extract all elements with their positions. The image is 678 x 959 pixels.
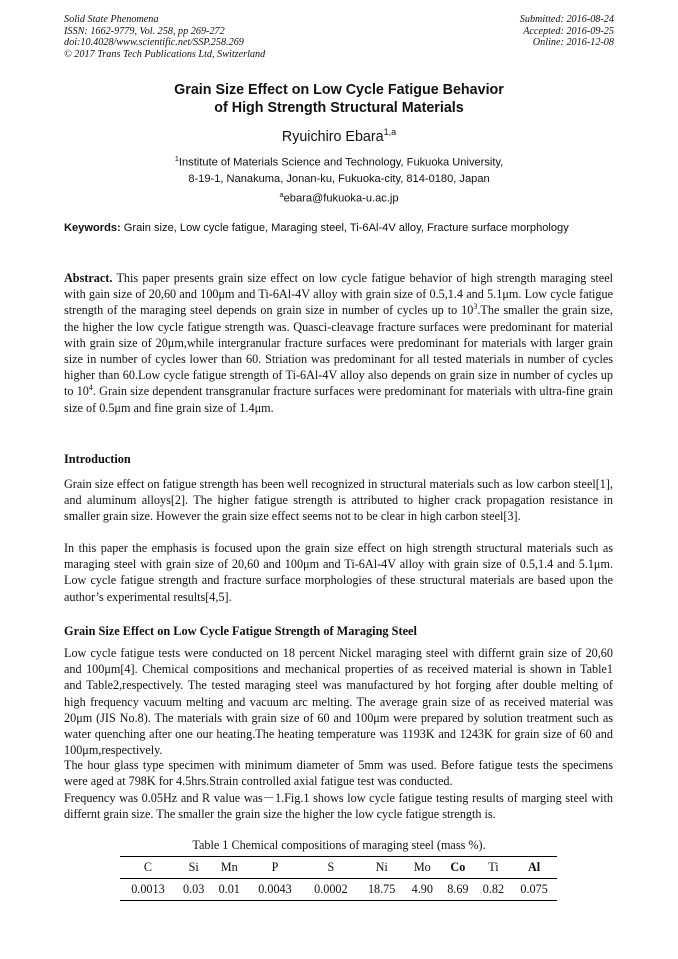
abstract-text-3: . Grain size dependent transgranular fracture surfaces were predominant for materials with ultra-fine grain size of 0.5μm and fine grain size of 1.4μm. [64, 384, 613, 415]
table-cell: 0.0043 [258, 882, 292, 896]
online-date: Online: 2016-12-08 [532, 37, 614, 49]
table-header-cell: Ti [488, 860, 499, 874]
table-header-cell: P [271, 860, 279, 874]
journal-copyright: © 2017 Trans Tech Publications Ltd, Switzerland [64, 48, 266, 60]
abstract-sup-1: 3 [473, 302, 478, 312]
table-cell: 18.75 [367, 882, 396, 896]
submission-dates [520, 14, 614, 49]
title-line-1: Grain Size Effect on Low Cycle Fatigue Behavior [174, 82, 504, 98]
journal-info [64, 14, 265, 60]
author-name: Ryuichiro Ebara [281, 128, 384, 145]
table-cell: 8.69 [447, 882, 469, 896]
table-cell: 0.075 [520, 882, 548, 896]
journal-doi: doi:10.4028/www.scientific.net/SSP.258.269 [64, 37, 244, 49]
table-cell: 0.03 [183, 882, 205, 896]
table-cell: 0.0002 [314, 882, 348, 896]
table-cell: 0.01 [218, 882, 240, 896]
abstract-label: Abstract. [64, 271, 113, 285]
abstract-text-1: This paper presents grain size effect on low cycle fatigue behavior of high strength maraging steel with gain size of 20,60 and 100μm and Ti-6Al-4V alloy with grain size of 0.5,1.4 and 5.1μm. Low cycle fatigue strength of the maraging steel depends on grain size in number of cycles up to 10 [64, 271, 613, 318]
table-header-cell: C [143, 860, 153, 874]
journal-name: Solid State Phenomena [64, 14, 159, 25]
paper-title [0, 81, 678, 117]
table-cell: 0.0013 [131, 882, 165, 896]
table-header-cell: Al [528, 860, 541, 874]
author-email: ebara@fukuoka-u.ac.jp [283, 192, 399, 205]
affiliation-line-2: 8-19-1, Nanakuma, Jonan-ku, Fukuoka-city, 814-0180, Japan [188, 172, 490, 185]
affiliation [0, 151, 678, 207]
email-superscript: a [279, 190, 284, 200]
affiliation-superscript: 1 [174, 154, 179, 163]
table-header-cell: Ni [375, 860, 388, 874]
table-cell: 4.90 [411, 882, 433, 896]
maraging-paragraph-2: The hour glass type specimen with minimum diameter of 5mm was used. Before fatigue tests the specimens were aged at 798K for 4.5hrs.Strain controlled axial fatigue test was conducted. [64, 758, 613, 789]
table-header-cell: S [327, 860, 335, 874]
table-1-caption: Table 1 Chemical compositions of maraging steel (mass %). [192, 838, 486, 852]
journal-issn: ISSN: 1662-9779, Vol. 258, pp 269-272 [64, 25, 225, 37]
table-header-cell: Si [188, 860, 199, 874]
author-superscript: 1,a [383, 127, 397, 137]
abstract [64, 270, 613, 416]
section-heading-maraging: Grain Size Effect on Low Cycle Fatigue Strength of Maraging Steel [64, 624, 417, 638]
table-header-row [120, 857, 557, 879]
author [0, 127, 678, 145]
abstract-text-2: .The smaller the grain size, the higher the low cycle fatigue strength was. Quasci-cleavage fracture surfaces were predominant for material with grain size of 20μm,while intergranular fracture surfaces were predominant for materials with larger grain size in number of cycles lower than 60. Striation was predominant for all tested materials in number of cycles higher than 60.Low cycle fatigue strength of Ti-6Al-4V alloy also depends on grain size in number of cycles up to 10 [64, 303, 613, 399]
keywords [64, 221, 613, 236]
table-header-cell: Mo [413, 860, 431, 874]
abstract-sup-2: 4 [88, 383, 93, 393]
table-header-cell: Mn [220, 860, 238, 874]
introduction-paragraph-2: In this paper the emphasis is focused upon the grain size effect on high strength structural materials such as maraging steel with grain size of 20,60 and 100μm and Ti-6Al-4V alloy with grain size of 0.5,1.4 and 5.1μm. Low cycle fatigue strength and fracture surface morphologies of these structural materials are based upon the author’s experimental results[4,5]. [64, 541, 613, 604]
keywords-text: Grain size, Low cycle fatigue, Maraging steel, Ti-6Al-4V alloy, Fracture surface morphology [120, 222, 569, 234]
accepted-date: Accepted: 2016-09-25 [523, 25, 614, 37]
keywords-label: Keywords: [64, 222, 121, 234]
section-heading-introduction: Introduction [64, 452, 131, 466]
table-header-cell: Co [450, 860, 466, 874]
submitted-date: Submitted: 2016-08-24 [519, 14, 614, 25]
table-row [120, 879, 557, 901]
table-1-chemical-composition [120, 856, 557, 901]
maraging-paragraph-1: Low cycle fatigue tests were conducted on 18 percent Nickel maraging steel with differnt grain size of 20,60 and 100μm[4]. Chemical compositions and mechanical properties of as received material is shown in Table1 and Table2,respectively. The tested maraging steel was manufactured by hot forging after double melting of high frequency vacuum melting and vacuum arc melting. The average grain size of as received material was 20μm (JIS No.8). The materials with grain size of 60 and 100μm were prepared by solution treatment such as water quenching after one our heating.The heating temperature was 1193K and 1243K for grain size of 60 and 100μm,respectively. [64, 646, 613, 758]
introduction-paragraph-1: Grain size effect on fatigue strength has been well recognized in structural materials such as low carbon steel[1], and aluminum alloys[2]. The higher fatigue strength is attributed to higher crack propagation resistance in smaller grain size. However the grain size effect seems not to be clear in high carbon steel[3]. [64, 477, 613, 524]
maraging-paragraph-3: Frequency was 0.05Hz and R value was－1.Fig.1 shows low cycle fatigue testing results of marging steel with differnt grain size. The smaller the grain size the higher the low cycle fatigue strength is. [64, 791, 613, 822]
title-line-2: of High Strength Structural Materials [214, 100, 464, 116]
table-cell: 0.82 [482, 882, 505, 896]
affiliation-line-1: Institute of Materials Science and Technology, Fukuoka University, [178, 156, 504, 169]
